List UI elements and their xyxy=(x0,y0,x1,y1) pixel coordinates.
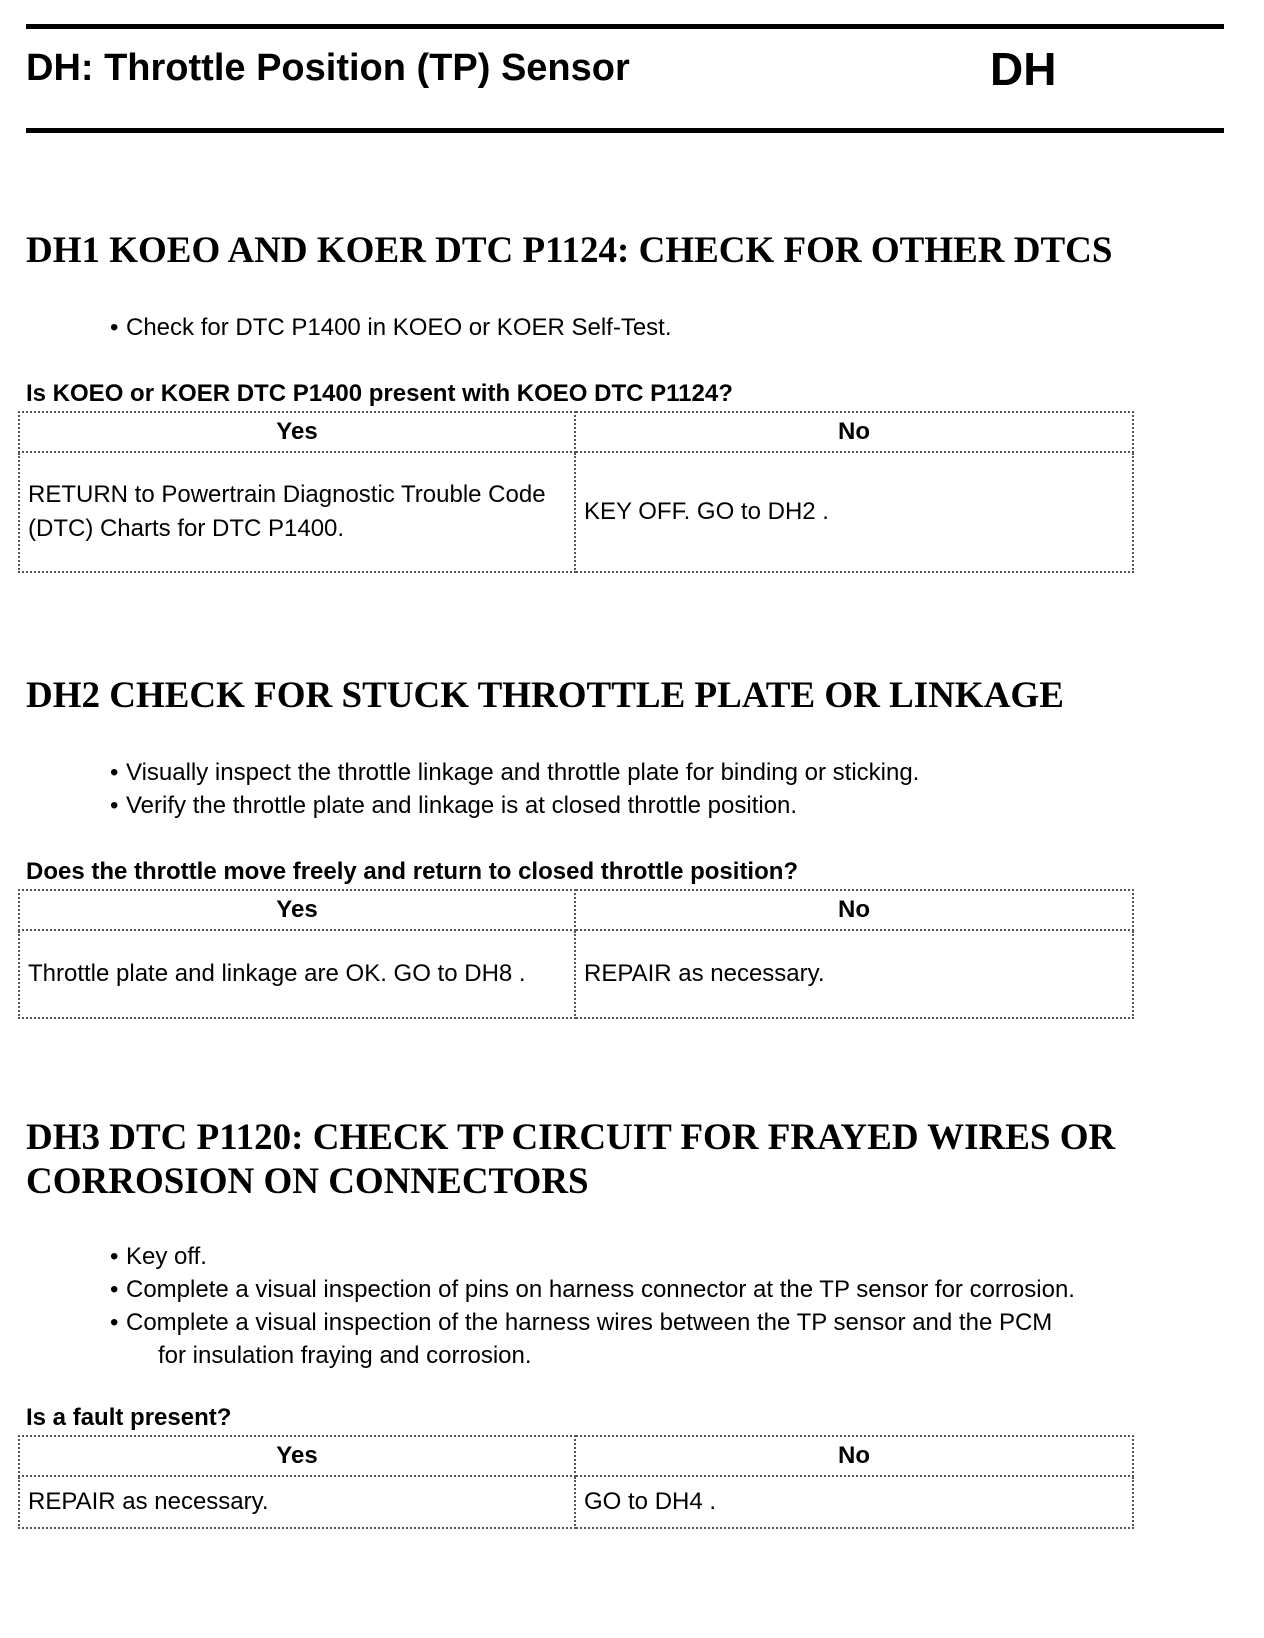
question-text: Is KOEO or KOER DTC P1400 present with KOEO DTC P1124? xyxy=(26,380,733,407)
bullet-icon: • xyxy=(110,759,119,786)
step-item: • Check for DTC P1400 in KOEO or KOER Self-Test. xyxy=(110,311,672,344)
answer-table xyxy=(18,889,1134,1019)
table-row xyxy=(19,930,1133,1018)
step-item: • Complete a visual inspection of the harness wires between the TP sensor and the PCM for insulation fraying and corrosion. xyxy=(110,1306,1075,1372)
step-item: • Verify the throttle plate and linkage is at closed throttle position. xyxy=(110,789,919,822)
section-heading: DH1 KOEO AND KOER DTC P1124: CHECK FOR OTHER DTCS xyxy=(26,230,1113,271)
bullet-icon: • xyxy=(110,792,119,819)
yes-action: REPAIR as necessary. xyxy=(19,1476,575,1528)
no-action: GO to DH4 . xyxy=(575,1476,1133,1528)
bullet-icon: • xyxy=(110,314,119,341)
question-text: Does the throttle move freely and return to closed throttle position? xyxy=(26,858,799,885)
yes-header: Yes xyxy=(19,1436,575,1476)
section-heading-line: DH3 DTC P1120: CHECK TP CIRCUIT FOR FRAYED WIRES OR xyxy=(26,1117,1116,1158)
section-heading xyxy=(26,1116,1226,1204)
bullet-icon: • xyxy=(110,1276,119,1303)
no-action: KEY OFF. GO to DH2 . xyxy=(575,452,1133,572)
document-code: DH xyxy=(990,43,1057,95)
table-row xyxy=(19,1476,1133,1528)
table-header-row xyxy=(19,412,1133,452)
bullet-icon: • xyxy=(110,1309,119,1336)
step-list xyxy=(110,756,919,822)
table-header-row xyxy=(19,1436,1133,1476)
yes-header: Yes xyxy=(19,412,575,452)
yes-action: RETURN to Powertrain Diagnostic Trouble Code (DTC) Charts for DTC P1400. xyxy=(19,452,575,572)
answer-table xyxy=(18,1435,1134,1529)
table-row xyxy=(19,452,1133,572)
no-header: No xyxy=(575,1436,1133,1476)
step-item: • Key off. xyxy=(110,1240,1075,1273)
step-list xyxy=(110,311,672,344)
table-header-row xyxy=(19,890,1133,930)
yes-header: Yes xyxy=(19,890,575,930)
answer-table xyxy=(18,411,1134,573)
document-title: DH: Throttle Position (TP) Sensor xyxy=(26,47,630,89)
step-item: • Visually inspect the throttle linkage and throttle plate for binding or sticking. xyxy=(110,756,919,789)
no-header: No xyxy=(575,412,1133,452)
section-heading: DH2 CHECK FOR STUCK THROTTLE PLATE OR LINKAGE xyxy=(26,675,1064,716)
step-list xyxy=(110,1240,1075,1372)
header-bottom-rule xyxy=(26,128,1224,133)
question-text: Is a fault present? xyxy=(26,1404,232,1431)
no-header: No xyxy=(575,890,1133,930)
yes-action: Throttle plate and linkage are OK. GO to DH8 . xyxy=(19,930,575,1018)
step-item: • Complete a visual inspection of pins on harness connector at the TP sensor for corrosion. xyxy=(110,1273,1075,1306)
bullet-icon: • xyxy=(110,1243,119,1270)
header-top-rule xyxy=(26,24,1224,29)
no-action: REPAIR as necessary. xyxy=(575,930,1133,1018)
section-heading-line: CORROSION ON CONNECTORS xyxy=(26,1161,589,1202)
